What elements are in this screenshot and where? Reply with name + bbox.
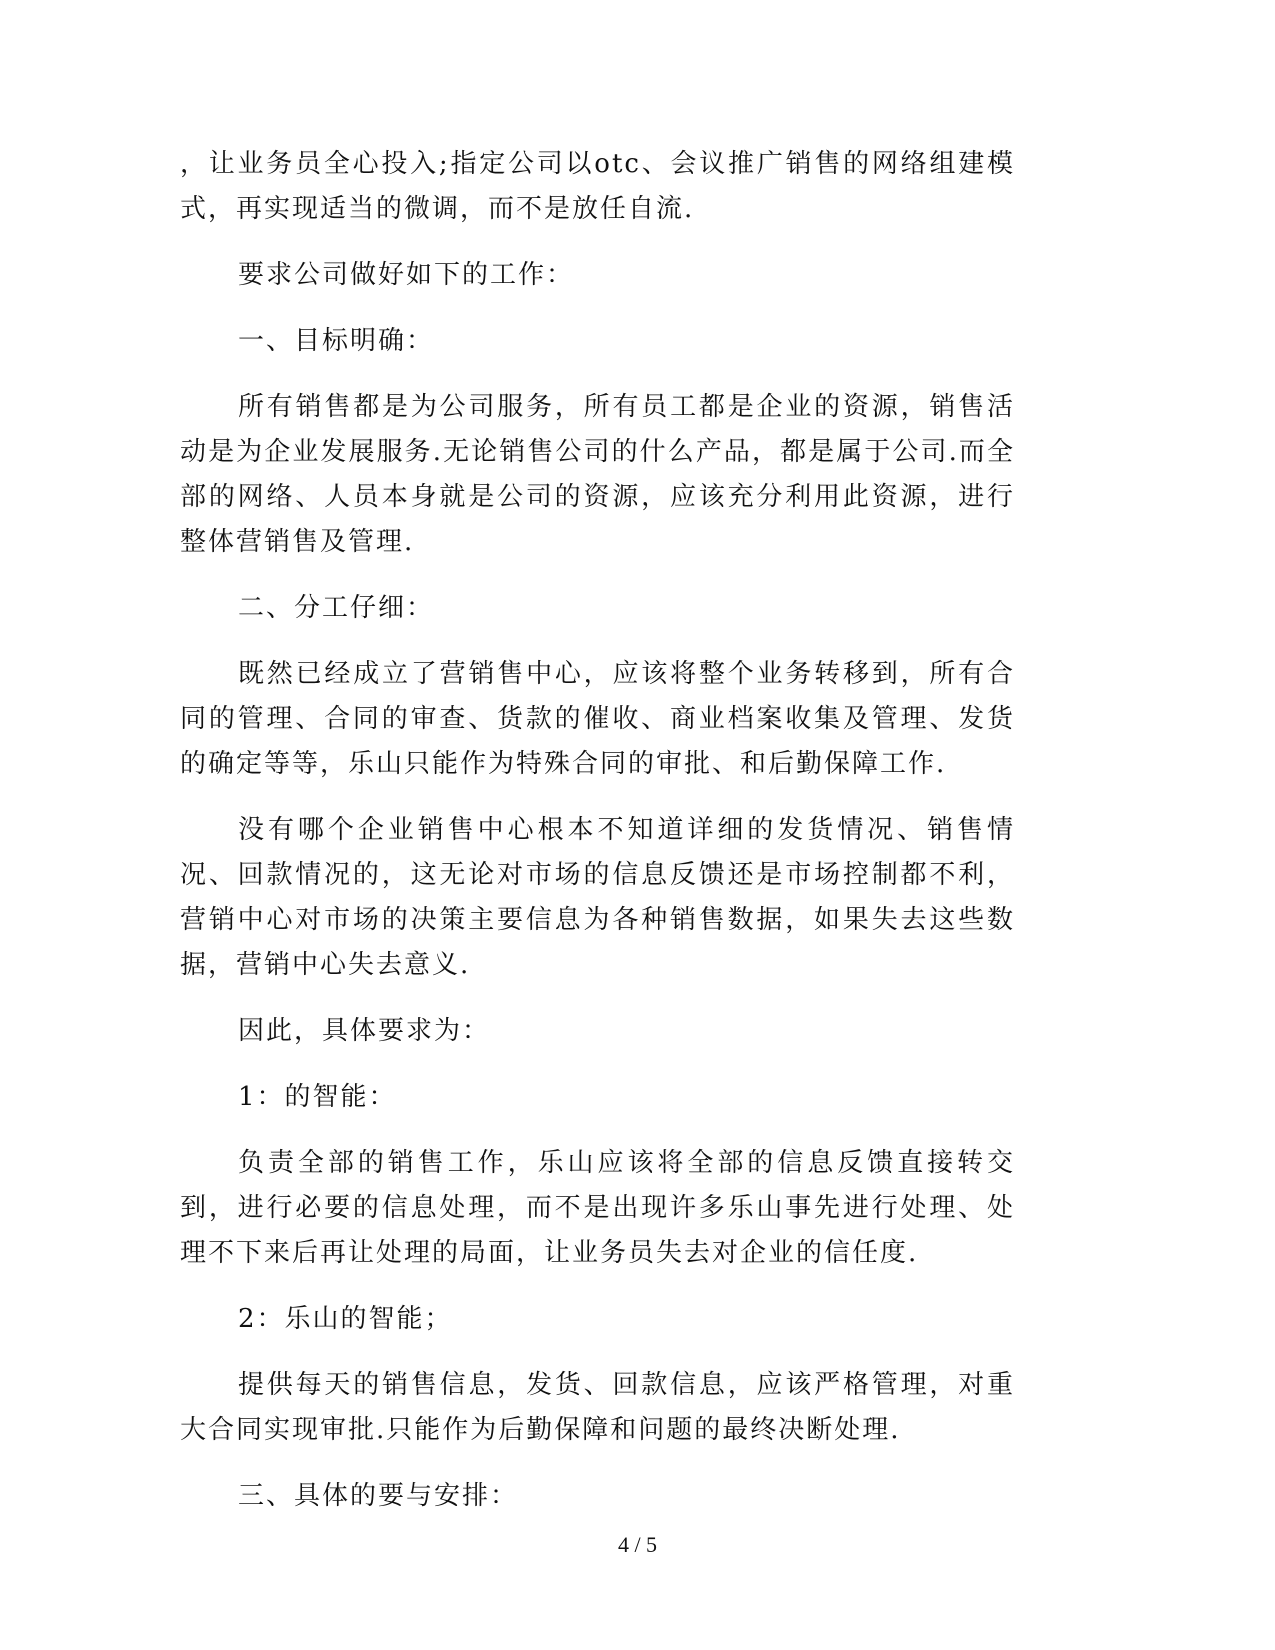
paragraph-requirements: 因此，具体要求为： <box>238 1016 491 1046</box>
page-number: 4 / 5 <box>617 1532 658 1557</box>
paragraph-requirements-intro: 要求公司做好如下的工作： <box>238 260 575 290</box>
subheading-1: 1：的智能： <box>238 1082 397 1112</box>
section-heading-2: 二、分工仔细： <box>238 593 435 623</box>
paragraph-goals: 所有销售都是为公司服务，所有员工都是企业的资源，销售活动是为企业发展服务.无论销售公司的什么产品，都是属于公司.而全部的网络、人员本身就是公司的资源，应该充分利用此资源，进行整体营销售及管理. <box>180 392 1015 557</box>
paragraph-continuation: ，让业务员全心投入;指定公司以otc、会议推广销售的网络组建模式，再实现适当的微调，而不是放任自流. <box>180 149 1015 224</box>
subheading-2: 2：乐山的智能； <box>238 1304 453 1334</box>
paragraph-sales-center: 没有哪个企业销售中心根本不知道详细的发货情况、销售情况、回款情况的，这无论对市场的信息反馈还是市场控制都不利，营销中心对市场的决策主要信息为各种销售数据，如果失去这些数据，营销中心失去意义. <box>180 815 1015 980</box>
paragraph-duty-2: 提供每天的销售信息，发货、回款信息，应该严格管理，对重大合同实现审批.只能作为后勤保障和问题的最终决断处理. <box>180 1370 1015 1445</box>
paragraph-division: 既然已经成立了营销售中心，应该将整个业务转移到，所有合同的管理、合同的审查、货款的催收、商业档案收集及管理、发货的确定等等，乐山只能作为特殊合同的审批、和后勤保障工作. <box>180 659 1015 779</box>
section-heading-3: 三、具体的要与安排： <box>238 1481 519 1511</box>
paragraph-duty-1: 负责全部的销售工作，乐山应该将全部的信息反馈直接转交到，进行必要的信息处理，而不是出现许多乐山事先进行处理、处理不下来后再让处理的局面，让业务员失去对企业的信任度. <box>180 1148 1015 1268</box>
section-heading-1: 一、目标明确： <box>238 326 435 356</box>
document-body <box>180 142 1015 1540</box>
